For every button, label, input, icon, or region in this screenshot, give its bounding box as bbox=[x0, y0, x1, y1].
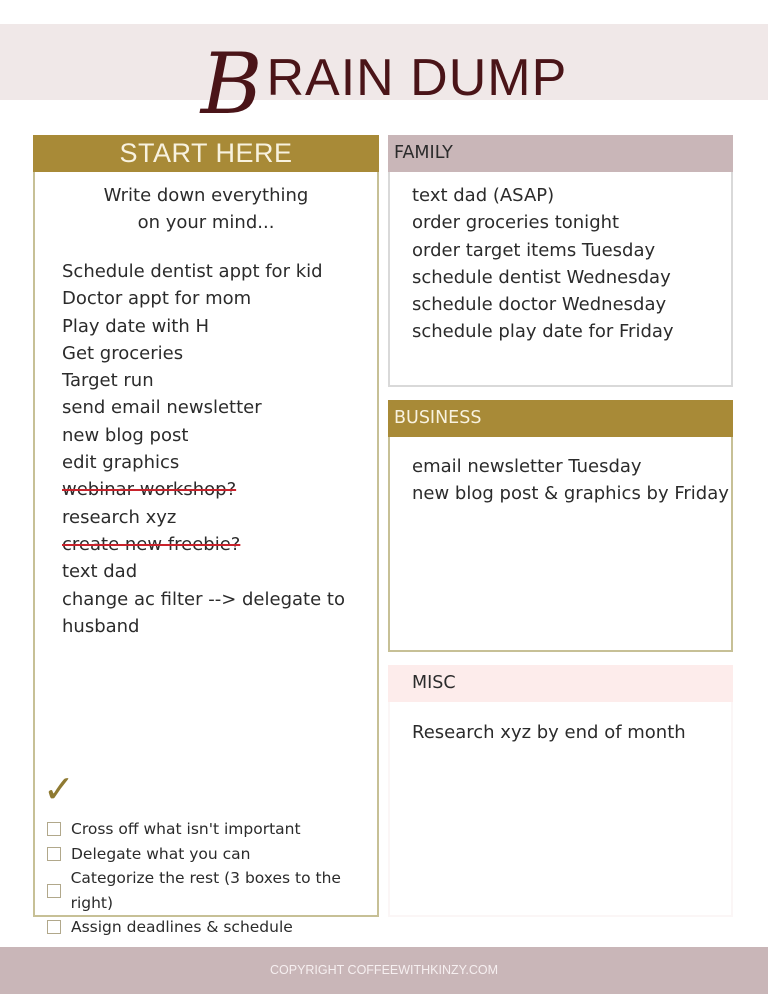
step-label: Categorize the rest (3 boxes to the right) bbox=[70, 869, 341, 912]
dump-item: edit graphics bbox=[62, 452, 180, 474]
dump-item: Get groceries bbox=[62, 342, 184, 364]
dump-item: Schedule dentist appt for kid bbox=[62, 261, 323, 282]
dump-item: husband bbox=[62, 615, 140, 637]
step-label: Delegate what you can bbox=[71, 844, 251, 863]
misc-box bbox=[388, 665, 733, 917]
business-box bbox=[388, 400, 733, 652]
title-initial: B bbox=[200, 35, 263, 133]
family-item: order target items Tuesday bbox=[412, 239, 656, 261]
family-list bbox=[412, 182, 731, 346]
misc-item: Research xyz by end of month bbox=[412, 722, 686, 743]
family-item: text dad (ASAP) bbox=[412, 185, 555, 206]
family-item: schedule doctor Wednesday bbox=[412, 294, 667, 316]
step-item bbox=[47, 842, 377, 867]
dump-item: new blog post bbox=[62, 424, 189, 446]
start-here-intro bbox=[35, 182, 377, 236]
checkbox[interactable] bbox=[47, 822, 61, 836]
checkmark-icon: ✓ bbox=[43, 767, 75, 811]
step-label: Assign deadlines & schedule bbox=[71, 918, 293, 936]
dump-item: Play date with H bbox=[62, 315, 210, 337]
business-item: new blog post & graphics by Friday bbox=[412, 483, 729, 505]
intro-line-1: Write down everything bbox=[103, 185, 309, 206]
start-here-box bbox=[33, 135, 379, 936]
dump-item-crossed: webinar workshop? bbox=[62, 479, 237, 501]
dump-item: Target run bbox=[62, 370, 154, 392]
step-item bbox=[47, 866, 377, 915]
misc-list bbox=[412, 719, 731, 746]
steps-checklist bbox=[47, 817, 377, 940]
intro-line-2: on your mind... bbox=[137, 212, 275, 233]
step-item bbox=[47, 817, 377, 842]
family-box bbox=[388, 135, 733, 387]
brain-dump-list bbox=[62, 258, 377, 640]
page-title bbox=[0, 8, 768, 133]
dump-item: research xyz bbox=[62, 506, 177, 528]
copyright-footer: COPYRIGHT COFFEEWITHKINZY.COM bbox=[0, 947, 768, 994]
dump-item: Doctor appt for mom bbox=[62, 288, 252, 310]
step-label: Cross off what isn't important bbox=[71, 820, 301, 838]
business-heading: BUSINESS bbox=[388, 400, 733, 437]
dump-item: change ac filter --> delegate to bbox=[62, 588, 345, 610]
step-item bbox=[47, 915, 377, 940]
checkbox[interactable] bbox=[47, 884, 61, 898]
family-item: order groceries tonight bbox=[412, 212, 620, 234]
start-here-heading: START HERE bbox=[33, 135, 379, 172]
misc-heading: MISC bbox=[388, 665, 733, 702]
family-heading: FAMILY bbox=[388, 135, 733, 172]
title-text: RAIN DUMP bbox=[266, 49, 568, 107]
family-item: schedule dentist Wednesday bbox=[412, 266, 671, 288]
checkbox[interactable] bbox=[47, 920, 61, 934]
business-item: email newsletter Tuesday bbox=[412, 456, 642, 477]
dump-item: send email newsletter bbox=[62, 397, 262, 419]
checkbox[interactable] bbox=[47, 847, 61, 861]
dump-item: text dad bbox=[62, 561, 138, 583]
dump-item-crossed: create new freebie? bbox=[62, 533, 241, 555]
business-list bbox=[412, 453, 731, 508]
family-item: schedule play date for Friday bbox=[412, 321, 674, 343]
